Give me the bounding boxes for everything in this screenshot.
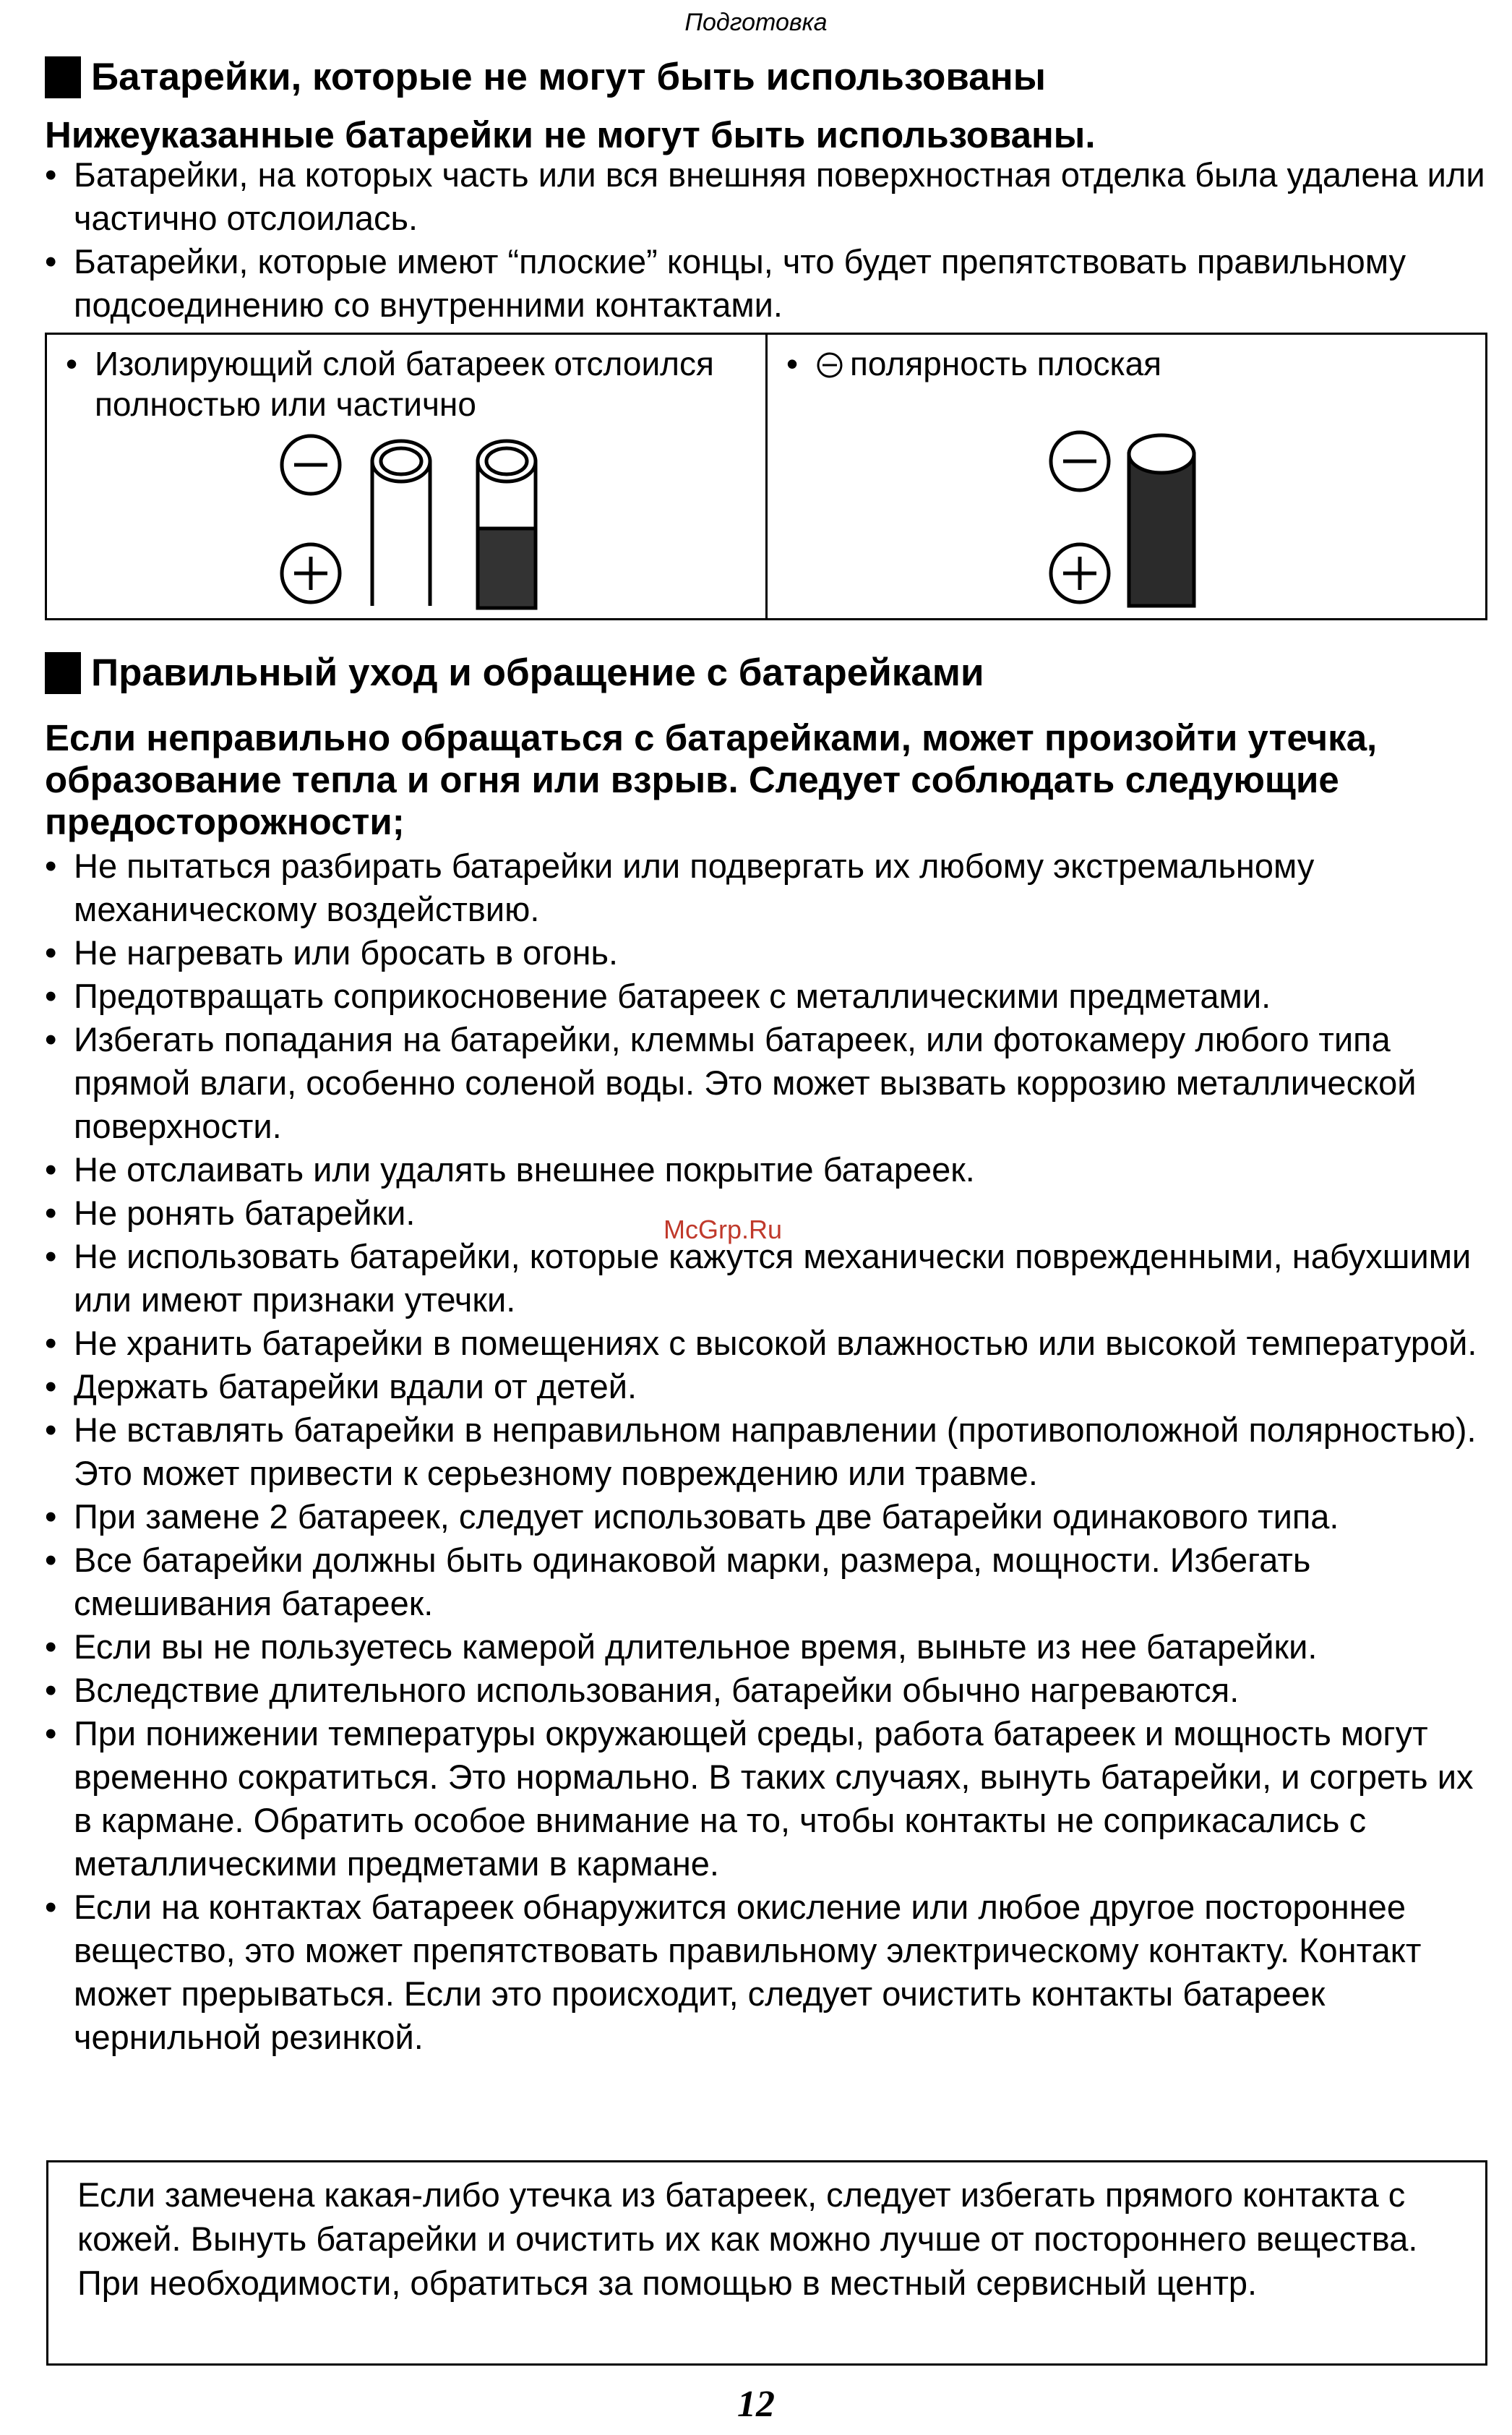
list-item: • Не ронять батарейки.: [45, 1191, 1490, 1235]
list-item: • Избегать попадания на батарейки, клеммы батареек, или фотокамеру любого типа прямой влаги, особенно соленой воды. Это может вызвать коррозию металлической поверхности.: [45, 1018, 1490, 1148]
figure-peeled-insulation: [47, 335, 768, 618]
section-title-unusable-batteries: [45, 55, 1046, 99]
list-item: • Не хранить батарейки в помещениях с высокой влажностью или высокой температурой.: [45, 1322, 1490, 1365]
list-item: • Если вы не пользуетесь камерой длительное время, выньте из нее батарейки.: [45, 1625, 1490, 1669]
plus-in-circle-icon: [282, 544, 340, 602]
battery-flat-icon: [1129, 435, 1194, 606]
list-item: • Не отслаивать или удалять внешнее покрытие батареек.: [45, 1148, 1490, 1191]
leak-warning-note: Если замечена какая-либо утечка из батареек, следует избегать прямого контакта с кожей. Вынуть батарейки и очистить их как можно лучше от постороннего вещества. При необходимости, обратиться за помощью в местный сервисный центр.: [46, 2160, 1487, 2366]
section-lead: Если неправильно обращаться с батарейками, может произойти утечка, образование тепла и огня или взрыв. Следует соблюдать следующие предосторожности;: [45, 717, 1378, 842]
section-lead: Нижеуказанные батарейки не могут быть использованы.: [45, 114, 1096, 155]
section-title-text: Правильный уход и обращение с батарейками: [91, 651, 984, 694]
list-item: • Если на контактах батареек обнаружится окисление или любое другое постороннее вещество, это может препятствовать правильному электрическому контакту. Контакт может прерываться. Если это происходит, следует очистить контакты батареек чернильной резинкой.: [45, 1886, 1490, 2059]
watermark: McGrp.Ru: [663, 1215, 783, 1244]
figure-flat-polarity: [768, 335, 1485, 618]
list-item: • Не пытаться разбирать батарейки или подвергать их любому экстремальному механическому воздействию.: [45, 844, 1490, 931]
list-item: • При понижении температуры окружающей среды, работа батареек и мощность могут временно сократиться. Это нормально. В таких случаях, вынуть батарейки, и согреть их в кармане. Обратить особое внимание на то, чтобы контакты не соприкасались с металлическими предметами в кармане.: [45, 1712, 1490, 1886]
precautions-list: [45, 844, 1490, 2059]
list-item: • Держать батарейки вдали от детей.: [45, 1365, 1490, 1408]
list-item: • Предотвращать соприкосновение батареек с металлическими предметами.: [45, 975, 1490, 1018]
figure-caption-left: • Изолирующий слой батареек отслоился полностью или частично: [66, 343, 774, 424]
section-marker-icon: [45, 56, 81, 98]
list-item: • Батарейки, на которых часть или вся внешняя поверхностная отделка была удалена или частично отслоилась.: [45, 153, 1490, 240]
list-item: • Не использовать батарейки, которые кажутся механически поврежденными, набухшими или имеют признаки утечки.: [45, 1235, 1490, 1322]
list-item: • Все батарейки должны быть одинаковой марки, размера, мощности. Избегать смешивания батареек.: [45, 1539, 1490, 1625]
list-item: • При замене 2 батареек, следует использовать две батарейки одинакового типа.: [45, 1495, 1490, 1539]
list-item: • Не вставлять батарейки в неправильном направлении (противоположной полярностью). Это может привести к серьезному повреждению или травме.: [45, 1408, 1490, 1495]
plus-in-circle-icon: [1051, 544, 1109, 602]
page-number: 12: [737, 2384, 775, 2425]
figure-caption-right-text: полярность плоская: [850, 345, 1162, 382]
battery-peeled-icon: [478, 441, 536, 608]
section-title-text: Батарейки, которые не могут быть использованы: [91, 56, 1046, 98]
flat-battery-illustration: [768, 335, 1485, 618]
section-title-battery-care: [45, 651, 984, 695]
list-item: • Батарейки, которые имеют “плоские” концы, что будет препятствовать правильному подсоединению со внутренними контактами.: [45, 240, 1490, 327]
unusable-batteries-list: [45, 153, 1490, 327]
battery-figure: [45, 333, 1487, 620]
page-header: Подготовка: [684, 9, 828, 36]
peeled-batteries-illustration: [47, 335, 765, 618]
minus-in-circle-icon: [282, 436, 340, 494]
section-marker-icon: [45, 652, 81, 694]
list-item: • Вследствие длительного использования, батарейки обычно нагреваются.: [45, 1669, 1490, 1712]
list-item: • Не нагревать или бросать в огонь.: [45, 931, 1490, 975]
battery-outline-icon: [372, 441, 430, 606]
minus-in-circle-icon: [1051, 432, 1109, 490]
